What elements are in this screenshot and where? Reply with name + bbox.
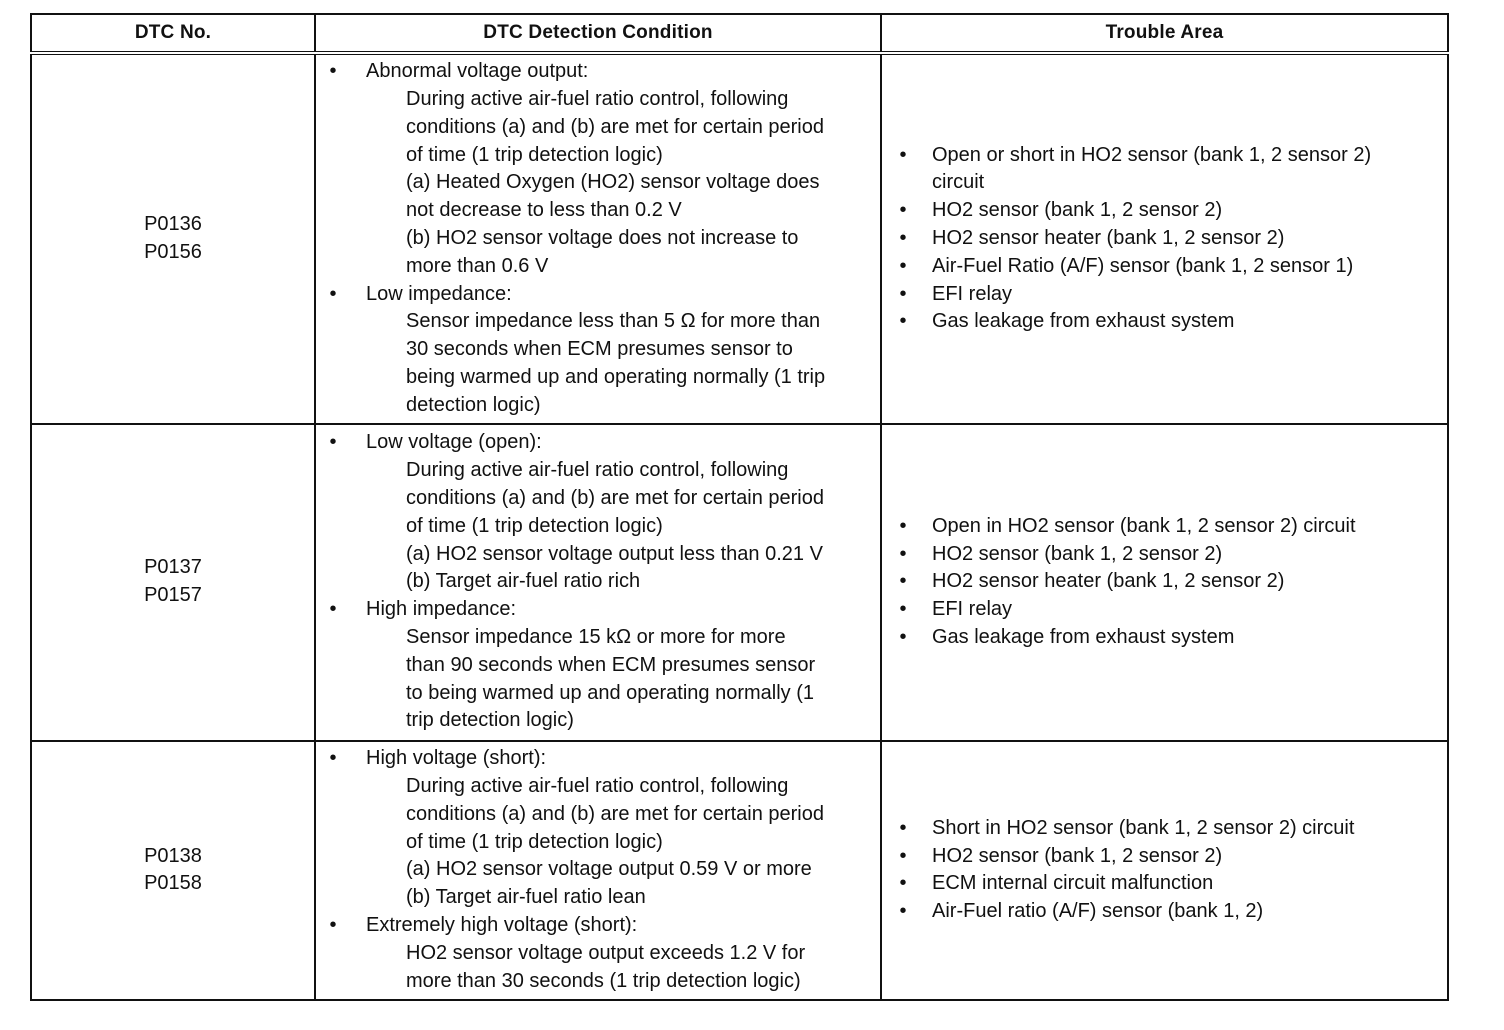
bullet-icon: • [899,542,907,565]
dtc-code: P0157 [144,584,202,607]
bullet-icon: • [899,282,907,305]
table-row [31,741,1448,1000]
bullet-icon: • [329,431,337,454]
trouble-area-text: Short in HO2 sensor (bank 1, 2 sensor 2) circuit [932,816,1355,839]
bullet-icon: • [899,844,907,867]
condition-detail-line: Sensor impedance 15 kΩ or more for more [406,625,786,648]
trouble-area-item [896,308,1441,336]
bullet-icon: • [329,598,337,621]
condition-detail-line: Sensor impedance less than 5 Ω for more than [406,310,821,333]
detection-condition-cell [315,741,881,1000]
condition-detail-line: During active air-fuel ratio control, following [406,775,789,798]
trouble-area-text: Air-Fuel ratio (A/F) sensor (bank 1, 2) [932,900,1264,923]
condition-item [326,596,874,624]
condition-title: High impedance: [366,598,517,621]
dtc-code: P0158 [144,872,202,895]
condition-detail-line: (a) HO2 sensor voltage output 0.59 V or more [406,858,812,881]
condition-detail-line: conditions (a) and (b) are met for certain period [406,115,824,138]
trouble-area-text: Gas leakage from exhaust system [932,625,1235,648]
trouble-area-item [896,568,1441,596]
trouble-area-item [896,843,1441,871]
trouble-area-text: Open in HO2 sensor (bank 1, 2 sensor 2) circuit [932,514,1356,537]
condition-detail-line: of time (1 trip detection logic) [406,830,663,853]
condition-detail-line: not decrease to less than 0.2 V [406,199,682,222]
dtc-code-cell [31,424,315,741]
bullet-icon: • [899,625,907,648]
condition-detail-line: (b) Target air-fuel ratio rich [406,570,641,593]
bullet-icon: • [899,199,907,222]
dtc-table [30,13,1449,1001]
bullet-icon: • [899,816,907,839]
condition-detail-line: During active air-fuel ratio control, following [406,459,789,482]
condition-item [326,281,874,309]
trouble-area-item [896,197,1441,225]
bullet-icon: • [899,900,907,923]
trouble-area-text: HO2 sensor (bank 1, 2 sensor 2) [932,542,1223,565]
bullet-icon: • [899,598,907,621]
condition-detail-line: (b) Target air-fuel ratio lean [406,886,646,909]
bullet-icon: • [899,254,907,277]
dtc-code: P0156 [144,240,202,263]
condition-detail-line: trip detection logic) [406,709,574,732]
header-detection-condition: DTC Detection Condition [315,14,881,53]
condition-detail-line: more than 30 seconds (1 trip detection logic) [406,969,801,992]
condition-detail-line: conditions (a) and (b) are met for certain period [406,802,824,825]
condition-detail-line: being warmed up and operating normally (1 trip [406,366,826,389]
trouble-area-text: circuit [932,171,985,194]
condition-item [326,745,874,773]
trouble-area-item [896,898,1441,926]
bullet-icon: • [329,914,337,936]
condition-title: High voltage (short): [366,747,547,770]
table-row [31,424,1448,741]
bullet-icon: • [329,60,337,83]
trouble-area-text: HO2 sensor heater (bank 1, 2 sensor 2) [932,227,1285,250]
trouble-area-text: EFI relay [932,598,1013,621]
bullet-icon: • [329,282,337,305]
trouble-area-cell [881,424,1448,741]
bullet-icon: • [899,143,907,166]
condition-detail-line: conditions (a) and (b) are met for certain period [406,487,824,509]
bullet-icon: • [899,310,907,333]
trouble-area-item [896,815,1441,843]
trouble-area-text: HO2 sensor (bank 1, 2 sensor 2) [932,199,1223,222]
trouble-area-text: Air-Fuel Ratio (A/F) sensor (bank 1, 2 sensor 1) [932,254,1354,277]
condition-detail-line: to being warmed up and operating normally (1 [406,681,815,704]
trouble-area-text: Gas leakage from exhaust system [932,310,1235,333]
condition-title: Low voltage (open): [366,431,542,454]
bullet-icon: • [899,514,907,537]
condition-title: Extremely high voltage (short): [366,914,638,936]
header-dtc-no: DTC No. [31,14,315,53]
condition-detail-line: HO2 sensor voltage output exceeds 1.2 V for [406,941,806,964]
condition-title: Low impedance: [366,282,512,305]
trouble-area-item [896,225,1441,253]
detection-condition-cell [315,53,881,424]
trouble-area-item [896,142,1441,198]
bullet-icon: • [899,227,907,250]
condition-detail-line: During active air-fuel ratio control, following [406,88,789,111]
trouble-area-item [896,624,1441,652]
trouble-area-text: HO2 sensor (bank 1, 2 sensor 2) [932,844,1223,867]
condition-detail-line: detection logic) [406,393,541,416]
condition-item [326,429,874,457]
trouble-area-item [896,541,1441,569]
trouble-area-cell [881,741,1448,1000]
header-row [31,14,1448,53]
condition-detail-line: than 90 seconds when ECM presumes sensor [406,653,816,676]
header-trouble-area: Trouble Area [881,14,1448,53]
condition-title: Abnormal voltage output: [366,60,589,83]
condition-detail-line: (a) HO2 sensor voltage output less than 0.21 V [406,542,823,565]
dtc-code: P0136 [144,213,202,236]
condition-item [326,912,874,940]
bullet-icon: • [899,872,907,895]
trouble-area-item [896,596,1441,624]
trouble-area-cell [881,53,1448,424]
trouble-area-text: HO2 sensor heater (bank 1, 2 sensor 2) [932,570,1285,593]
table-body [31,53,1448,1000]
dtc-code-cell [31,741,315,1000]
trouble-area-item [896,281,1441,309]
detection-condition-cell [315,424,881,741]
condition-detail-line: (b) HO2 sensor voltage does not increase to [406,227,799,250]
bullet-icon: • [329,747,337,770]
trouble-area-text: Open or short in HO2 sensor (bank 1, 2 sensor 2) [932,143,1372,166]
condition-detail-line: of time (1 trip detection logic) [406,514,663,537]
dtc-code: P0138 [144,844,202,867]
table-row [31,53,1448,424]
condition-detail-line: (a) Heated Oxygen (HO2) sensor voltage does [406,171,820,194]
condition-detail-line: more than 0.6 V [406,254,549,277]
condition-detail-line: 30 seconds when ECM presumes sensor to [406,338,793,361]
dtc-code-cell [31,53,315,424]
condition-item [326,58,874,86]
dtc-code: P0137 [144,556,202,579]
trouble-area-text: EFI relay [932,282,1013,305]
trouble-area-item [896,870,1441,898]
trouble-area-item [896,253,1441,281]
trouble-area-item [896,513,1441,541]
condition-detail-line: of time (1 trip detection logic) [406,143,663,166]
bullet-icon: • [899,570,907,593]
trouble-area-text: ECM internal circuit malfunction [932,872,1214,895]
